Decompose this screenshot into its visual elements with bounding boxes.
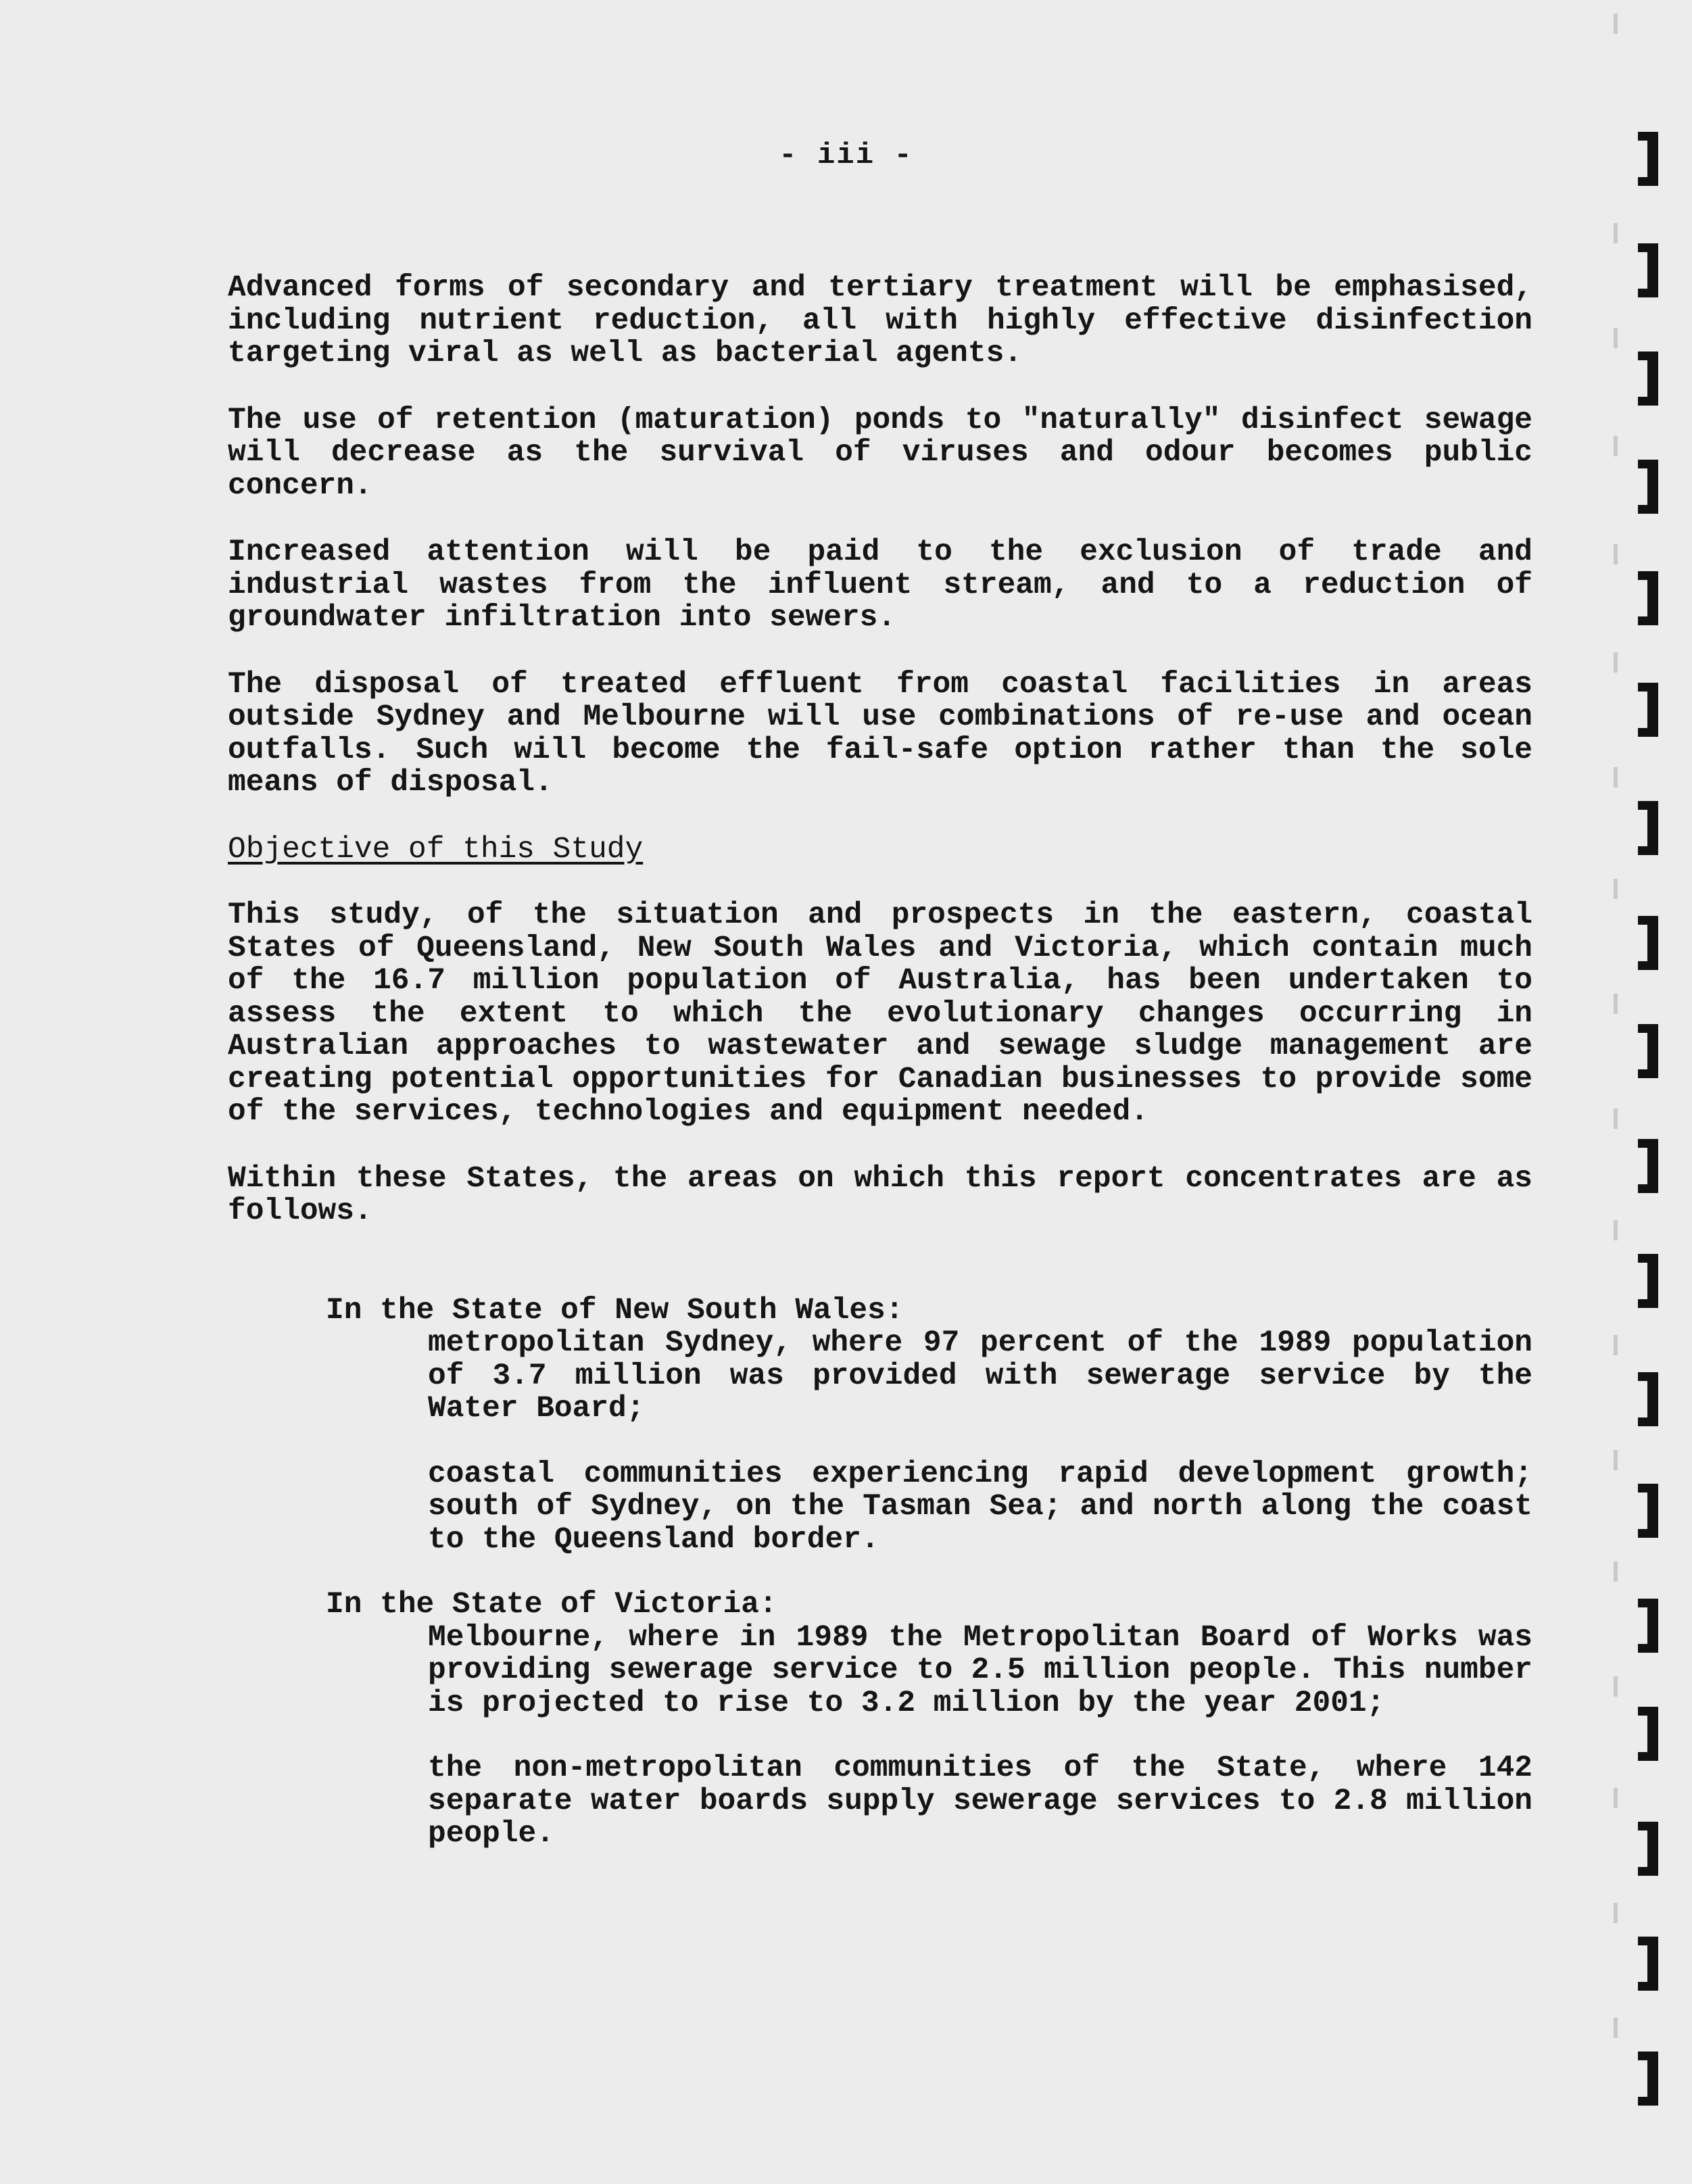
binding-edge-mark xyxy=(1614,1109,1618,1129)
binding-bracket xyxy=(1647,1372,1658,1426)
binding-bracket xyxy=(1647,1024,1658,1078)
binding-edge-mark xyxy=(1614,1788,1618,1808)
binding-bracket xyxy=(1647,351,1658,406)
paragraph-advanced-treatment: Advanced forms of secondary and tertiary treatment will be emphasised, including nutrient reduction, all with highly effective disinfection targeting viral as well as bacterial agents. xyxy=(228,271,1532,370)
binding-edge-mark xyxy=(1614,1561,1618,1582)
binding-bracket xyxy=(1647,571,1658,625)
binding-edge-mark xyxy=(1614,14,1618,34)
binding-bracket xyxy=(1647,460,1658,514)
binding-bracket xyxy=(1647,1822,1658,1876)
binding-edge-mark xyxy=(1614,1903,1618,1923)
paragraph-study-purpose: This study, of the situation and prospects in the eastern, coastal States of Queensland, New South Wales and Victoria, which contain much of the 16.7 million population of Australia, has been undertaken to assess the extent to which the evolutionary changes occurring in Australian approaches to wastewater and sewage sludge management are creating potential opportunities for Canadian businesses to provide some of the services, technologies and equipment needed. xyxy=(228,898,1532,1129)
binding-bracket xyxy=(1647,1937,1658,1991)
binding-edge-mark xyxy=(1614,1220,1618,1240)
binding-edge-mark xyxy=(1614,223,1618,243)
binding-edge-mark xyxy=(1614,436,1618,456)
paragraph-effluent-disposal: The disposal of treated effluent from coastal facilities in areas outside Sydney and Melbourne will use combinations of re-use and ocean outfalls. Such will become the fail-safe option rather than the sole means of disposal. xyxy=(228,667,1532,800)
binding-edge-mark xyxy=(1614,1450,1618,1470)
list-item-coastal-communities: coastal communities experiencing rapid development growth; south of Sydney, on the Tasman Sea; and north along the coast to the Queensland border. xyxy=(428,1457,1532,1557)
binding-edge xyxy=(1572,0,1692,2184)
binding-edge-mark xyxy=(1614,544,1618,564)
binding-bracket xyxy=(1647,1707,1658,1761)
document-body xyxy=(228,272,1532,1883)
binding-bracket xyxy=(1647,132,1658,186)
binding-edge-mark xyxy=(1614,767,1618,787)
paragraph-retention-ponds: The use of retention (maturation) ponds to "naturally" disinfect sewage will decrease as the survival of viruses and odour becomes public concern. xyxy=(228,403,1532,503)
binding-bracket xyxy=(1647,1139,1658,1193)
binding-edge-mark xyxy=(1614,652,1618,673)
binding-edge-mark xyxy=(1614,1676,1618,1697)
page-number: - iii - xyxy=(779,139,913,172)
binding-edge-mark xyxy=(1614,2018,1618,2038)
binding-bracket xyxy=(1647,243,1658,297)
paragraph-trade-wastes: Increased attention will be paid to the exclusion of trade and industrial wastes from the influent stream, and to a reduction of groundwater infiltration into sewers. xyxy=(228,535,1532,635)
paragraph-areas-intro: Within these States, the areas on which this report concentrates are as follows. xyxy=(228,1161,1532,1228)
binding-edge-mark xyxy=(1614,994,1618,1014)
binding-bracket xyxy=(1647,1254,1658,1308)
binding-edge-mark xyxy=(1614,879,1618,899)
binding-bracket xyxy=(1647,1599,1658,1653)
state-label-victoria: In the State of Victoria: xyxy=(326,1588,777,1622)
binding-bracket xyxy=(1647,1484,1658,1538)
binding-bracket xyxy=(1647,916,1658,970)
binding-bracket xyxy=(1647,2052,1658,2106)
state-label-nsw: In the State of New South Wales: xyxy=(326,1293,904,1328)
binding-bracket xyxy=(1647,683,1658,737)
list-item-non-metropolitan: the non-metropolitan communities of the State, where 142 separate water boards supply sewerage services to 2.8 million people. xyxy=(428,1751,1532,1851)
binding-edge-mark xyxy=(1614,1335,1618,1355)
binding-edge-mark xyxy=(1614,328,1618,348)
list-item-melbourne: Melbourne, where in 1989 the Metropolitan Board of Works was providing sewerage service to 2.5 million people. This number is projected to rise to 3.2 million by the year 2001; xyxy=(428,1620,1532,1720)
binding-bracket xyxy=(1647,801,1658,855)
section-heading-objective: Objective of this Study xyxy=(228,832,644,867)
list-item-sydney: metropolitan Sydney, where 97 percent of the 1989 population of 3.7 million was provided with sewerage service by the Water Board; xyxy=(428,1326,1532,1426)
